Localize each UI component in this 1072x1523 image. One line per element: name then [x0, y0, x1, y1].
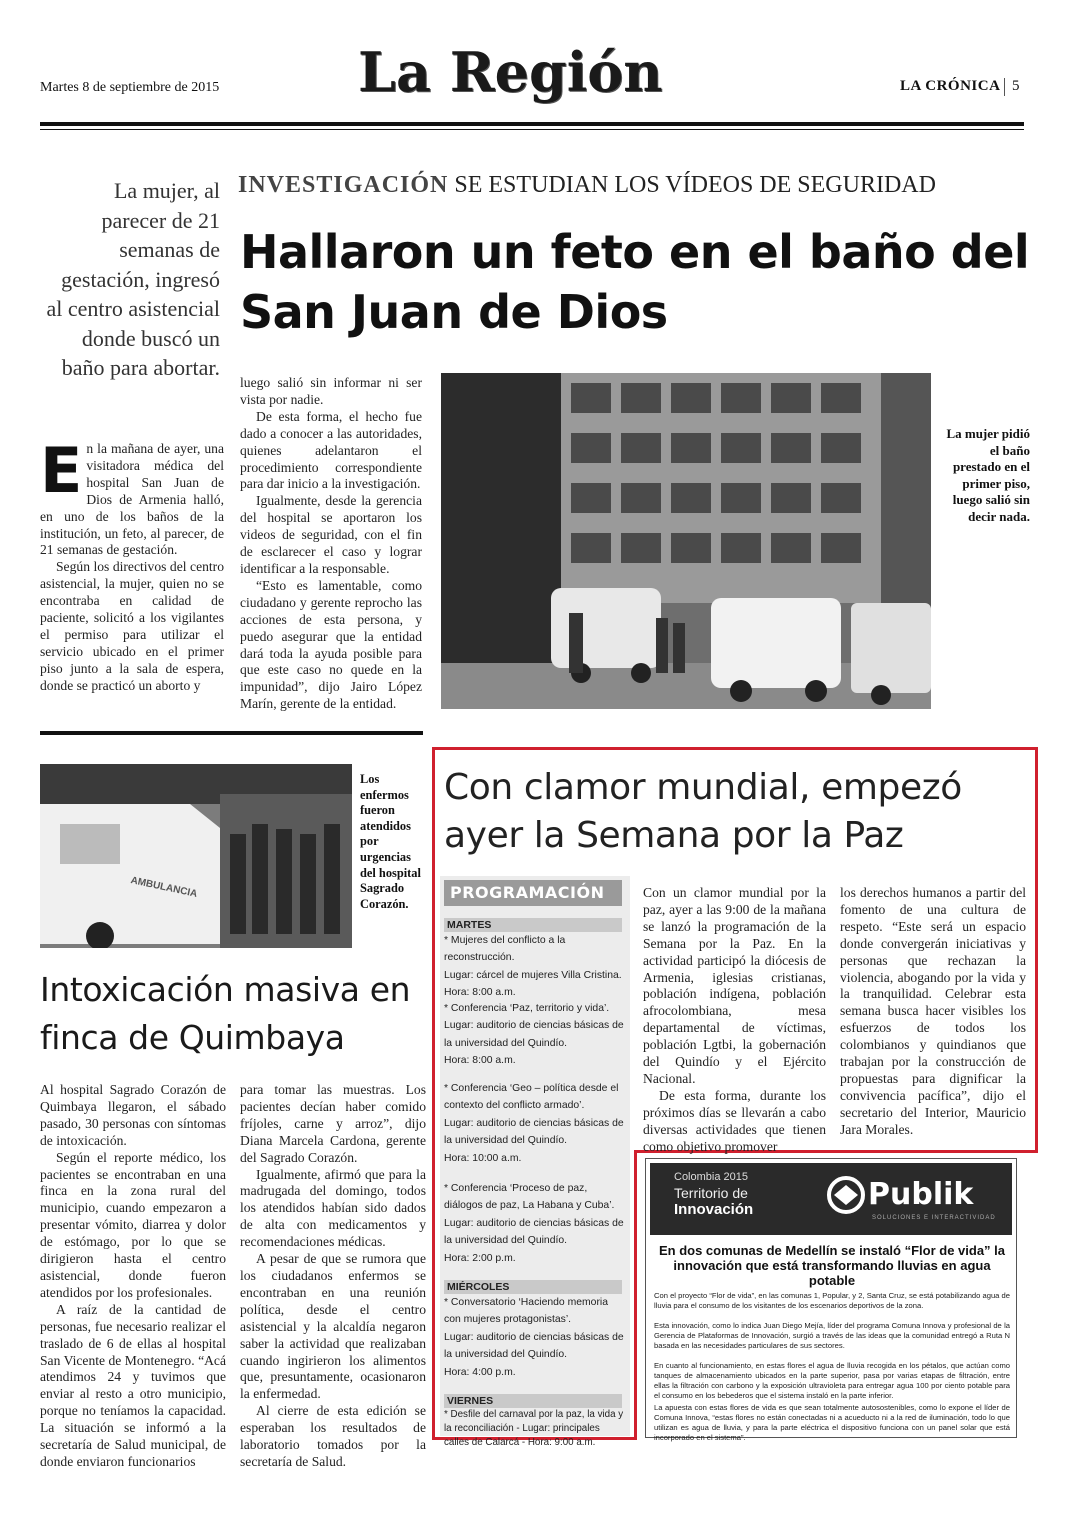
paragraph: Con un clamor mundial por la paz, ayer a las 9:00 de la mañana se lanzó la programación de la Semana por la Paz. En la actividad participó la diócesis de Armenia, iglesias cristianas, población indígena, población afrocolombiana, mesa departamental de víctimas, población Lgtbi, la gobernación del Quindío y el Ejército Nacional.	[643, 885, 826, 1086]
story-kicker	[238, 172, 936, 199]
programme-event: * Mujeres del conflicto a la reconstrucción. Lugar: cárcel de mujeres Villa Cristina. Hora: 8:00 a.m.	[444, 935, 622, 999]
photo-caption: Los enfermos fueron atendidos por urgencias del hospital Sagrado Corazón.	[360, 772, 421, 911]
peace-column-1	[643, 885, 826, 1156]
ambulance-label: AMBULANCIA	[129, 875, 199, 900]
ambulance-photo	[40, 764, 352, 948]
quimbaya-column-2	[240, 1082, 426, 1471]
box-border-inner	[634, 1150, 637, 1440]
programme-event: * Conferencia ‘Paz, territorio y vida’. Lugar: auditorio de ciencias básicas de la universidad del Quindío. Hora: 8:00 a.m.	[444, 1003, 624, 1067]
programme-title: PROGRAMACIÓN	[444, 880, 622, 906]
kicker-topic: INVESTIGACIÓN	[238, 172, 449, 198]
publik-logo-icon	[826, 1175, 866, 1215]
peace-headline: Con clamor mundial, empezó ayer la Semana por la Paz	[444, 767, 962, 856]
paragraph: A pesar de que se rumora que los ciudadanos enfermos se encontraban en una reunión política, desde el centro asistencial y la alcaldía negaron saber la actividad que realizaban cuando ingirieron los alimentos que, presuntamente, ocasionaron la enfermedad.	[240, 1251, 426, 1402]
paragraph: Según los directivos del centro asistencial, la mujer, quien no se encontraba en calidad de paciente, solicitó a los vigilantes el permiso para utilizar el servicio ubicado en el primer piso junto a la sala de espera, donde se practicó un aborto y	[40, 559, 224, 693]
issue-date: Martes 8 de septiembre de 2015	[40, 80, 220, 95]
masthead-rule-thin	[40, 129, 1024, 130]
ad-country: Colombia 2015	[674, 1171, 748, 1183]
masthead-rule	[40, 122, 1024, 126]
section-title: La Región	[358, 40, 663, 104]
ad-paragraph: Esta innovación, como lo indica Juan Diego Mejía, líder del programa Comuna Innova y profesional de la Gerencia de Plataformas de Innovación, surgió a través de las ideas que la comunidad entregó a Ruta N basada en las necesidades particulares de sus sectores.	[654, 1321, 1010, 1350]
quimbaya-headline: Intoxicación masiva en finca de Quimbaya	[40, 970, 411, 1057]
newspaper-name: LA CRÓNICA	[900, 78, 1001, 94]
ad-tagline: Territorio de	[674, 1185, 748, 1201]
programme-event: * Conferencia ‘Proceso de paz, diálogos de paz, La Habana y Cuba’. Lugar: auditorio de ciencias básicas de la universidad del Quindío. Hora: 2:00 p.m.	[444, 1183, 624, 1264]
programme-day: MARTES	[444, 918, 622, 932]
hospital-photo	[441, 373, 931, 709]
page-number: 5	[1012, 78, 1020, 94]
box-border-left	[432, 1150, 435, 1440]
peace-column-2	[840, 885, 1026, 1139]
paragraph: Igualmente, afirmó que para la madrugada del domingo, todos los atendidos habían sido dados de alta con medicamentos y recomendaciones médicas.	[240, 1166, 426, 1250]
paragraph: “Esto es lamentable, como ciudadano y gerente reprocho las acciones de esta persona, y puedo asegurar que la entidad dará toda la ayuda posible para que este caso no quede en la impunidad”, dijo Jairo López Marín, gerente de la entidad.	[240, 577, 422, 712]
lede-quote: La mujer, al parecer de 21 semanas de gestación, ingresó al centro asistencial donde buscó un baño para abortar.	[46, 178, 220, 380]
top-story-column-2	[240, 375, 422, 713]
ad-brand: Publik	[868, 1177, 974, 1212]
kicker-text: SE ESTUDIAN LOS VÍDEOS DE SEGURIDAD	[454, 172, 936, 198]
programme-event: * Desfile del carnaval por la paz, la vida y la reconciliación - Lugar: principales calles de Calarcá - Hora: 9:00 a.m.	[444, 1409, 624, 1448]
paragraph: luego salió sin informar ni ser vista por nadie.	[240, 375, 422, 407]
paragraph: Igualmente, desde la gerencia del hospital se aportaron los videos de seguridad, con el fin de esclarecer el caso y lograr identificar a la responsable.	[240, 493, 422, 576]
section-rule	[40, 731, 423, 735]
ad-headline: En dos comunas de Medellín se instaló “Flor de vida” la innovación que está transformando lluvias en agua potable	[658, 1243, 1006, 1288]
paragraph: los derechos humanos a partir del fomento de una cultura de respeto. “Este será un espacio donde convergerán iniciativas y personas que rechazan la violencia, abogando por la vida y la tranquilidad. Celebrar esta semana busca hacer visibles los esfuerzos de todos los colombianos y quindianos que trabajan por la construcción de propuestas para dignificar la convivencia pacífica”, dijo el secretario del Interior, Mauricio Jara Morales.	[840, 885, 1026, 1137]
ad-paragraph: Con el proyecto “Flor de vida”, en las comunas 1, Popular, y 2, Santa Cruz, se está potabilizando agua de lluvia para el consumo de los visitantes de los escenarios deportivos de la zona.	[654, 1291, 1010, 1310]
programme-sidebar	[440, 876, 630, 1448]
ad-brand-sub: SOLUCIONES E INTERACTIVIDAD	[872, 1215, 996, 1221]
paragraph: Según el reporte médico, los pacientes se encontraban en una finca en la zona rural del municipio, cuando empezaron a presentar vómito, diarrea y dolor de estómago, por lo que se dirigieron hasta el centro asistencial, donde fueron atendidos por los profesionales.	[40, 1149, 226, 1300]
programme-day: MIÉRCOLES	[444, 1280, 622, 1294]
photo-caption: La mujer pidió el baño prestado en el primer piso, luego salió sin decir nada.	[946, 426, 1030, 524]
publik-advertisement	[645, 1158, 1017, 1442]
ambulance-image	[40, 764, 352, 948]
paragraph: Al hospital Sagrado Corazón de Quimbaya llegaron, el sábado pasado, 30 personas con síntomas de intoxicación.	[40, 1082, 226, 1148]
programme-day: VIERNES	[444, 1394, 622, 1408]
quimbaya-column-1	[40, 1082, 226, 1471]
programme-event: * Conversatorio ‘Haciendo memoria con mujeres protagonistas’. Lugar: auditorio de ciencias básicas de la universidad del Quindío. Hora: 4:00 p.m.	[444, 1297, 624, 1378]
ad-paragraph: En cuanto al funcionamiento, en estas flores el agua de lluvia recogida en los pétalos, que actúan como tanques de almacenamiento ubicados en la parte superior, pasa por varias etapas de filtración, entre ellas la filtración con carbono y la exposición ultravioleta para entregar agua 100 por ciento potable para el consumo en los bebederos que el sistema instaló en la parte inferior.	[654, 1361, 1010, 1400]
page-number-divider	[1004, 78, 1005, 96]
ad-paragraph: La apuesta con estas flores de vida es que sean totalmente autosostenibles, como lo expone el líder de Comuna Innova, “estas flores no están conectadas ni a acueducto ni a la red de iluminación, todo lo que utilizan es agua de lluvia, y para la parte eléctrica el dispositivo funciona con un panel solar que está incorporado en el sistema”.	[654, 1403, 1010, 1442]
paragraph: A raíz de la cantidad de personas, fue necesario realizar el traslado de 6 de ellas al hospital San Vicente de Montenegro. “Acá atendimos 24 y tuvimos que enviar al resto a otro municipio, porque no teníamos la capacidad. La situación se informó a la secretaría de Salud municipal, de donde enviaron funcionarios	[40, 1301, 226, 1469]
drop-cap: E	[40, 434, 83, 507]
paragraph: para tomar las muestras. Los pacientes decían haber comido fríjoles, carne y arroz”, dijo Diana Marcela Cardona, gerente del Sagrado Corazón.	[240, 1082, 426, 1165]
programme-event: * Conferencia ‘Geo – política desde el contexto del conflicto armado’. Lugar: auditorio de ciencias básicas de la universidad del Quindío. Hora: 10:00 a.m.	[444, 1083, 624, 1164]
paragraph: De esta forma, el hecho fue dado a conocer a las autoridades, quienes adelantaron el procedimiento correspondiente para dar inicio a la investigación.	[240, 408, 422, 492]
ad-tagline-bold: Innovación	[674, 1201, 754, 1218]
top-story-column-1	[40, 434, 224, 695]
paragraph: Al cierre de esta edición se esperaban los resultados de laboratorio tomados por la secretaría de Salud.	[240, 1403, 426, 1469]
main-headline: Hallaron un feto en el baño del San Juan de Dios	[240, 225, 1030, 339]
paragraph: n la mañana de ayer, una visitadora médica del hospital San Juan de Dios de Armenia halló, en uno de los baños de la institución, un feto, al parecer, de 21 semanas de gestación.	[40, 441, 224, 558]
hospital-building-image	[441, 373, 931, 709]
paragraph: De esta forma, durante los próximos días se llevarán a cabo diversas actividades que tienen como objetivo promover	[643, 1087, 826, 1154]
ad-banner	[650, 1163, 1012, 1235]
